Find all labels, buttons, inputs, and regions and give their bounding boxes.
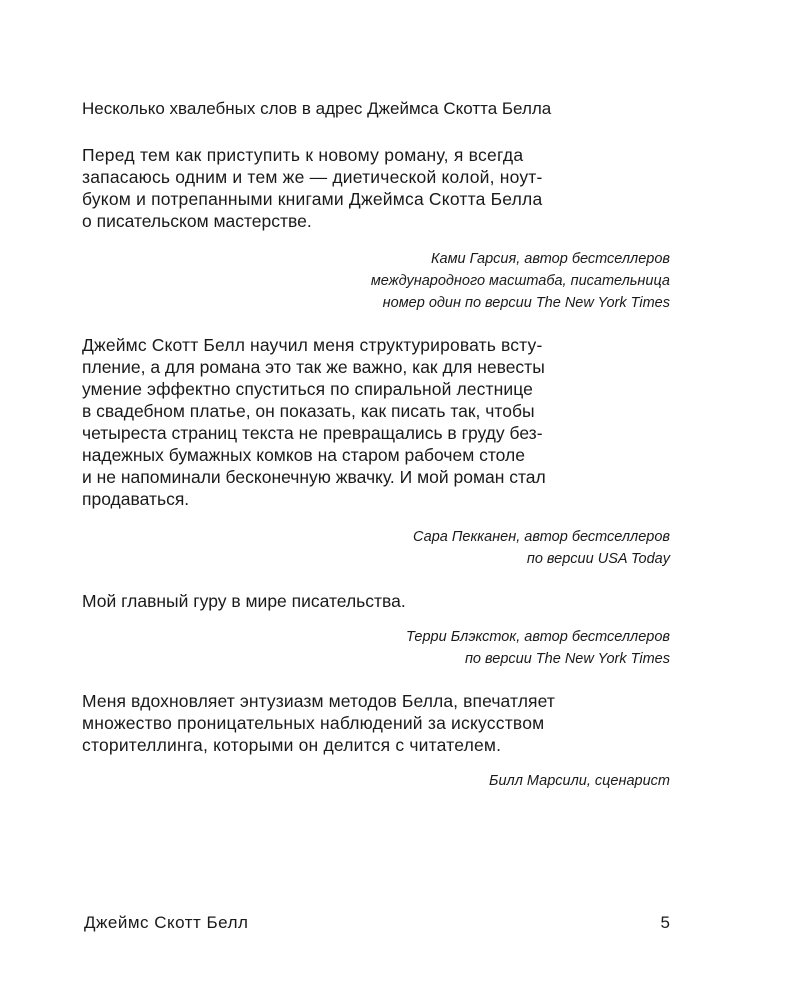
running-footer-author: Джеймс Скотт Белл: [84, 913, 249, 932]
quote-line: в свадебном платье, он показать, как писать так, чтобы: [82, 401, 535, 421]
quote-line: множество проницательных наблюдений за искусством: [82, 713, 545, 733]
quote-line: и не напоминали бесконечную жвачку. И мой роман стал: [82, 467, 546, 487]
attribution-line: Сара Пекканен, автор бестселлеров: [413, 529, 670, 545]
quote-line: умение эффектно спуститься по спиральной лестнице: [82, 379, 533, 399]
quote-text: [82, 334, 670, 510]
quote-attribution: [82, 626, 670, 670]
quote-text: [82, 690, 670, 756]
quote-line: Меня вдохновляет энтузиазм методов Белла, впечатляет: [82, 691, 555, 711]
quote-line: четыреста страниц текста не превращались в груду без-: [82, 423, 543, 443]
quote-line: Мой главный гуру в мире писательства.: [82, 591, 406, 611]
page-number: 5: [660, 913, 670, 932]
quote-block: [82, 590, 670, 670]
attribution-line: международного масштаба, писательница: [370, 273, 670, 289]
quote-line: надежных бумажных комков на старом рабочем столе: [82, 445, 525, 465]
quote-block: [82, 144, 670, 314]
attribution-line: номер один по версии The New York Times: [382, 295, 670, 311]
quote-block: [82, 690, 670, 792]
attribution-line: по версии The New York Times: [464, 651, 670, 667]
quote-text: [82, 590, 670, 612]
quote-attribution: [82, 770, 670, 792]
quote-line: Перед тем как приступить к новому роману, я всегда: [82, 145, 524, 165]
attribution-line: Билл Марсили, сценарист: [489, 773, 670, 789]
page-footer: [84, 912, 670, 934]
attribution-line: Ками Гарсия, автор бестселлеров: [430, 251, 670, 267]
quote-line: запасаюсь одним и тем же — диетической колой, ноут-: [82, 167, 543, 187]
quote-line: продаваться.: [82, 489, 190, 509]
quote-attribution: [82, 526, 670, 570]
quote-line: пление, а для романа это так же важно, как для невесты: [82, 357, 545, 377]
page-content: [82, 98, 670, 792]
attribution-line: по версии USA Today: [526, 551, 670, 567]
quote-line: буком и потрепанными книгами Джеймса Скотта Белла: [82, 189, 543, 209]
quote-block: [82, 334, 670, 570]
quote-line: сторителлинга, которыми он делится с читателем.: [82, 735, 502, 755]
quote-line: Джеймс Скотт Белл научил меня структурировать всту-: [82, 335, 543, 355]
quote-text: [82, 144, 670, 232]
quote-line: о писательском мастерстве.: [82, 211, 312, 231]
quote-attribution: [82, 248, 670, 314]
attribution-line: Терри Блэксток, автор бестселлеров: [406, 629, 670, 645]
section-heading: Несколько хвалебных слов в адрес Джеймса Скотта Белла: [82, 99, 552, 118]
